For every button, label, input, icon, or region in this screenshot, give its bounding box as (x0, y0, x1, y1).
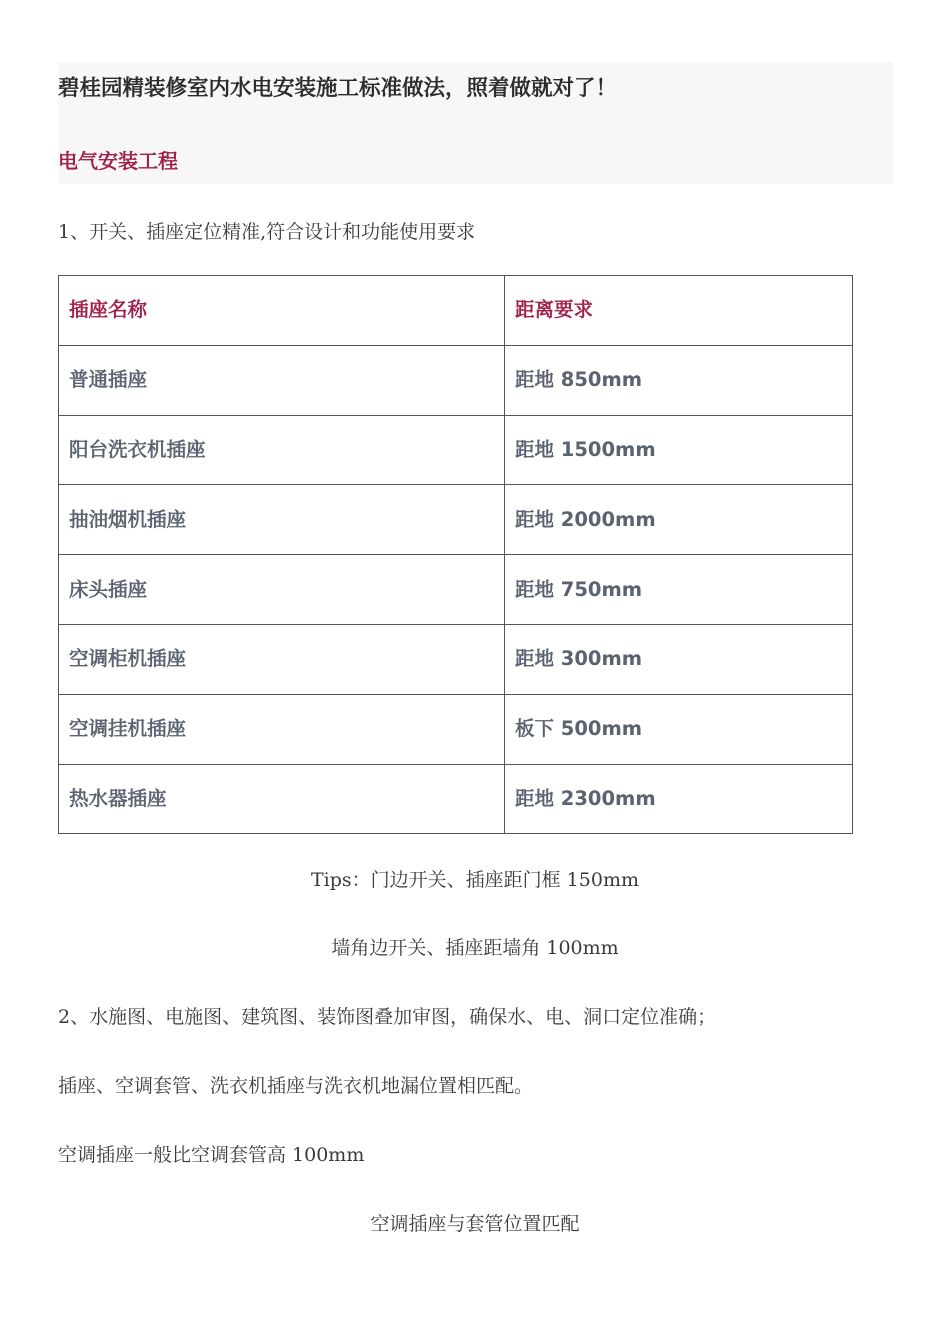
section-heading: 电气安装工程 (58, 149, 178, 173)
socket-name-cell: 空调挂机插座 (59, 694, 505, 764)
socket-name-cell: 抽油烟机插座 (59, 485, 505, 555)
column-header-socket-name: 插座名称 (59, 276, 505, 346)
socket-name-cell: 热水器插座 (59, 764, 505, 834)
socket-name-cell: 普通插座 (59, 345, 505, 415)
socket-name-cell: 床头插座 (59, 555, 505, 625)
article-title: 碧桂园精装修室内水电安装施工标准做法，照着做就对了！ (58, 76, 618, 101)
socket-name-cell: 空调柜机插座 (59, 624, 505, 694)
column-header-distance: 距离要求 (505, 276, 853, 346)
distance-cell: 板下 500mm (505, 694, 853, 764)
table-row (59, 624, 853, 694)
item-2-text: 2、水施图、电施图、建筑图、装饰图叠加审图，确保水、电、洞口定位准确； (58, 1006, 717, 1028)
table-row (59, 415, 853, 485)
table-header-row (59, 276, 853, 346)
distance-cell: 距地 2300mm (505, 764, 853, 834)
distance-cell: 距地 850mm (505, 345, 853, 415)
item-2-continuation: 插座、空调套管、洗衣机插座与洗衣机地漏位置相匹配。 (58, 1075, 534, 1097)
distance-cell: 距地 1500mm (505, 415, 853, 485)
socket-name-cell: 阳台洗衣机插座 (59, 415, 505, 485)
tip-door-frame: Tips：门边开关、插座距门框 150mm (310, 869, 639, 891)
item-2-note: 空调插座一般比空调套管高 100mm (58, 1144, 365, 1166)
table-row (59, 555, 853, 625)
item-1-text: 1、开关、插座定位精准,符合设计和功能使用要求 (58, 221, 476, 243)
table-row (59, 694, 853, 764)
distance-cell: 距地 2000mm (505, 485, 853, 555)
figure-caption: 空调插座与套管位置匹配 (370, 1213, 580, 1235)
tip-wall-corner: 墙角边开关、插座距墙角 100mm (331, 937, 619, 959)
table-row (59, 764, 853, 834)
socket-height-table (58, 275, 853, 834)
table-row (59, 345, 853, 415)
table-row (59, 485, 853, 555)
distance-cell: 距地 300mm (505, 624, 853, 694)
distance-cell: 距地 750mm (505, 555, 853, 625)
